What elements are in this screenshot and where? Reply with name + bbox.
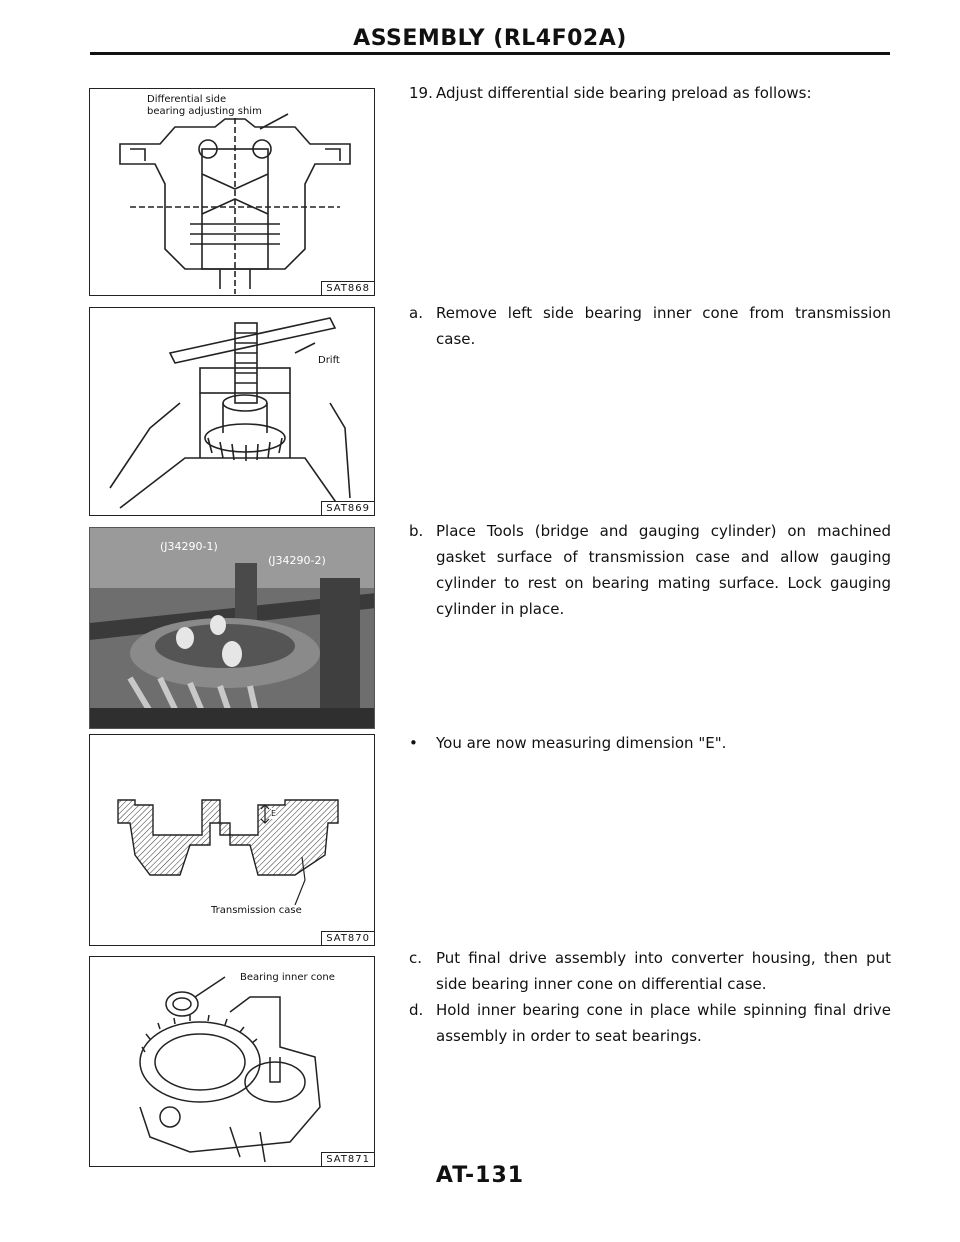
figure-code: SAT871 — [321, 1152, 374, 1166]
step-d — [409, 997, 891, 1049]
step-text: Remove left side bearing inner cone from transmission case. — [436, 304, 891, 348]
figure-label: Drift — [318, 355, 340, 366]
step-marker: b. — [409, 522, 424, 540]
step-marker: a. — [409, 304, 423, 322]
figure-label: bearing adjusting shim — [147, 106, 262, 117]
figure-transmission-case — [89, 734, 375, 946]
dimension-e-label: E — [271, 809, 277, 818]
step-19 — [409, 80, 891, 106]
differential-housing-drawing — [90, 89, 375, 296]
final-drive-drawing — [90, 957, 375, 1167]
title-rule — [90, 52, 890, 55]
step-a — [409, 300, 891, 352]
tool-label: (J34290-1) — [160, 540, 218, 553]
figure-label: Bearing inner cone — [240, 972, 335, 983]
page-number: AT-131 — [435, 1163, 525, 1188]
page-title: ASSEMBLY (RL4F02A) — [353, 26, 627, 51]
figure-label: Differential side — [147, 94, 227, 105]
figure-photo-gauging-tools — [89, 527, 375, 729]
figure-drift — [89, 307, 375, 516]
gauging-tools-photo — [90, 528, 375, 729]
figure-code: SAT870 — [321, 931, 374, 945]
step-text: Adjust differential side bearing preload as follows: — [436, 84, 812, 102]
step-text: You are now measuring dimension "E". — [436, 734, 727, 752]
step-c — [409, 945, 891, 997]
figure-code: SAT869 — [321, 501, 374, 515]
figure-label: Transmission case — [211, 905, 302, 916]
figure-bearing-inner-cone — [89, 956, 375, 1167]
tool-label: (J34290-2) — [268, 554, 326, 567]
step-marker: d. — [409, 1001, 424, 1019]
step-marker: • — [409, 734, 418, 752]
step-marker: 19. — [409, 84, 433, 102]
step-text: Hold inner bearing cone in place while spinning final drive assembly in order to seat bearings. — [436, 1001, 891, 1045]
step-text: Put final drive assembly into converter housing, then put side bearing inner cone on differential case. — [436, 949, 891, 993]
step-marker: c. — [409, 949, 423, 967]
step-text: Place Tools (bridge and gauging cylinder) on machined gasket surface of transmission case and allow gauging cylinder to rest on bearing mating surface. Lock gauging cylinder in place. — [436, 522, 891, 618]
figure-code: SAT868 — [321, 281, 374, 295]
step-b — [409, 518, 891, 622]
drift-drawing — [90, 308, 375, 516]
figure-differential-shim — [89, 88, 375, 296]
step-bullet — [409, 730, 891, 756]
